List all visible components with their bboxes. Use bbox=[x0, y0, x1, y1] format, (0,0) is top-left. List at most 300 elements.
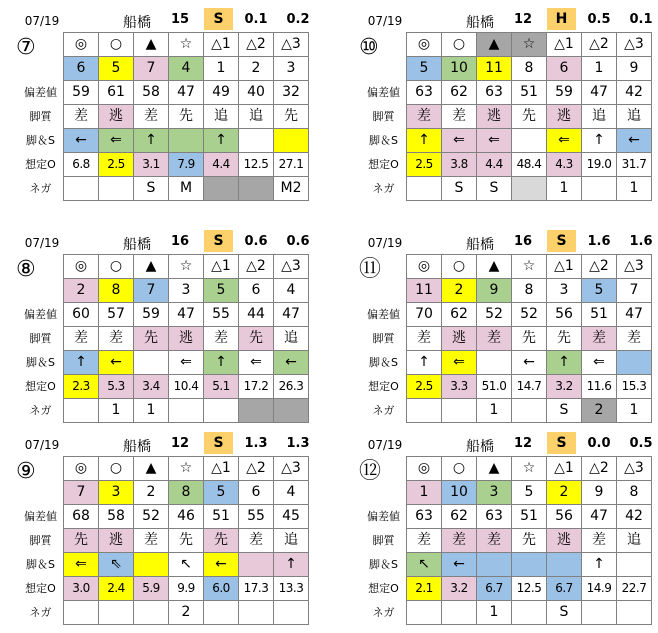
horse-number-cell: 9 bbox=[477, 279, 512, 303]
expected-odds-cell: 6.8 bbox=[64, 153, 99, 177]
running-style-cell: 差 bbox=[442, 529, 477, 553]
race-number: ⑧ bbox=[16, 257, 36, 282]
table-row bbox=[18, 279, 309, 303]
negative-cell: S bbox=[134, 177, 169, 201]
race-date: 07/19 bbox=[367, 438, 403, 452]
deviation-cell: 47 bbox=[617, 303, 652, 327]
index-value-2: 0.6 bbox=[286, 234, 310, 249]
running-style-cell: 先 bbox=[512, 327, 547, 351]
deviation-cell: 59 bbox=[64, 81, 99, 105]
index-value-1: 0.5 bbox=[587, 12, 611, 27]
leg-speed-cell: ↑ bbox=[582, 129, 617, 153]
running-style-cell: 差 bbox=[582, 327, 617, 351]
horse-number-cell: 6 bbox=[547, 57, 582, 81]
venue-name: 船橋 bbox=[123, 15, 151, 31]
mark-cell: △2 bbox=[239, 457, 274, 481]
horse-number-cell: 3 bbox=[547, 279, 582, 303]
mark-cell: △2 bbox=[239, 255, 274, 279]
leg-speed-cell: ↑ bbox=[582, 553, 617, 577]
running-style-cell: 追 bbox=[617, 529, 652, 553]
expected-odds-cell: 12.5 bbox=[512, 577, 547, 601]
row-label: 偏差値 bbox=[367, 510, 400, 523]
race-entries: 12 bbox=[513, 12, 533, 27]
race-header bbox=[361, 6, 658, 32]
negative-cell bbox=[99, 177, 134, 201]
table-row bbox=[361, 57, 652, 81]
mark-cell: △3 bbox=[617, 255, 652, 279]
table-row bbox=[18, 375, 309, 399]
mark-cell: △2 bbox=[582, 457, 617, 481]
row-label: 脚＆S bbox=[26, 134, 55, 147]
negative-cell: 1 bbox=[547, 177, 582, 201]
table-row bbox=[18, 505, 309, 529]
table-row bbox=[18, 33, 309, 57]
horse-number-cell: 5 bbox=[407, 57, 442, 81]
table-row bbox=[361, 153, 652, 177]
mark-cell: ▲ bbox=[477, 457, 512, 481]
mark-cell: △3 bbox=[274, 457, 309, 481]
table-row bbox=[361, 279, 652, 303]
index-value-2: 0.5 bbox=[629, 436, 653, 451]
venue-name: 船橋 bbox=[123, 439, 151, 455]
horse-number-cell: 3 bbox=[99, 481, 134, 505]
deviation-cell: 45 bbox=[274, 505, 309, 529]
leg-speed-cell: ← bbox=[204, 553, 239, 577]
mark-cell: △3 bbox=[274, 255, 309, 279]
expected-odds-cell: 12.5 bbox=[239, 153, 274, 177]
deviation-cell: 57 bbox=[99, 303, 134, 327]
mark-cell: ☆ bbox=[512, 33, 547, 57]
deviation-cell: 49 bbox=[204, 81, 239, 105]
table-row bbox=[18, 255, 309, 279]
leg-speed-cell: ↑ bbox=[204, 351, 239, 375]
leg-speed-cell: ↑ bbox=[407, 129, 442, 153]
table-row bbox=[361, 481, 652, 505]
race-entries: 12 bbox=[513, 436, 533, 451]
table-row bbox=[18, 105, 309, 129]
negative-cell: 1 bbox=[99, 399, 134, 423]
mark-cell: △3 bbox=[617, 33, 652, 57]
index-value-1: 0.0 bbox=[587, 436, 611, 451]
race-block bbox=[16, 430, 318, 620]
negative-cell bbox=[442, 601, 477, 625]
deviation-cell: 59 bbox=[547, 81, 582, 105]
negative-cell bbox=[204, 399, 239, 423]
row-label bbox=[361, 33, 407, 57]
row-label bbox=[18, 457, 64, 481]
row-label: 想定O bbox=[25, 380, 56, 393]
mark-cell: △1 bbox=[204, 33, 239, 57]
leg-speed-cell bbox=[239, 553, 274, 577]
expected-odds-cell: 3.4 bbox=[134, 375, 169, 399]
deviation-cell: 62 bbox=[442, 303, 477, 327]
row-label: 脚質 bbox=[372, 332, 395, 345]
race-header bbox=[18, 228, 318, 254]
negative-cell bbox=[407, 601, 442, 625]
race-block bbox=[16, 6, 318, 196]
table-row bbox=[18, 57, 309, 81]
horse-number-cell: 3 bbox=[169, 279, 204, 303]
row-label: 想定O bbox=[25, 158, 56, 171]
horse-number-cell: 3 bbox=[274, 57, 309, 81]
table-row bbox=[361, 129, 652, 153]
deviation-cell: 42 bbox=[617, 505, 652, 529]
horse-number-cell: 8 bbox=[512, 279, 547, 303]
row-label: 脚質 bbox=[372, 110, 395, 123]
running-style-cell: 追 bbox=[239, 105, 274, 129]
race-grade-badge: S bbox=[547, 432, 576, 454]
horse-number-cell: 2 bbox=[442, 279, 477, 303]
expected-odds-cell: 27.1 bbox=[274, 153, 309, 177]
leg-speed-cell bbox=[547, 553, 582, 577]
expected-odds-cell: 10.4 bbox=[169, 375, 204, 399]
race-number: ⑪ bbox=[359, 257, 382, 282]
leg-speed-cell: ⇐ bbox=[582, 351, 617, 375]
deviation-cell: 44 bbox=[239, 303, 274, 327]
expected-odds-cell: 26.3 bbox=[274, 375, 309, 399]
negative-cell bbox=[274, 399, 309, 423]
mark-cell: ☆ bbox=[169, 457, 204, 481]
row-label: ネガ bbox=[29, 182, 52, 195]
mark-cell: ▲ bbox=[477, 33, 512, 57]
negative-cell bbox=[239, 601, 274, 625]
negative-cell bbox=[204, 601, 239, 625]
row-label bbox=[18, 255, 64, 279]
negative-cell: M2 bbox=[274, 177, 309, 201]
table-row bbox=[18, 457, 309, 481]
leg-speed-cell: ⇖ bbox=[99, 553, 134, 577]
race-entries: 16 bbox=[170, 234, 190, 249]
row-label bbox=[361, 255, 407, 279]
negative-cell: M bbox=[169, 177, 204, 201]
row-label bbox=[361, 481, 407, 505]
table-row bbox=[18, 601, 309, 625]
running-style-cell: 差 bbox=[617, 327, 652, 351]
row-label: ネガ bbox=[372, 404, 395, 417]
venue-name: 船橋 bbox=[466, 439, 494, 455]
race-date: 07/19 bbox=[24, 14, 60, 28]
row-label: 脚質 bbox=[29, 110, 52, 123]
negative-cell: 1 bbox=[617, 177, 652, 201]
negative-cell: S bbox=[547, 399, 582, 423]
negative-cell bbox=[64, 399, 99, 423]
negative-cell bbox=[169, 399, 204, 423]
expected-odds-cell: 3.2 bbox=[442, 577, 477, 601]
leg-speed-cell: ↑ bbox=[204, 129, 239, 153]
row-label: 脚質 bbox=[372, 534, 395, 547]
table-row bbox=[361, 375, 652, 399]
expected-odds-cell: 2.4 bbox=[99, 577, 134, 601]
mark-cell: △2 bbox=[239, 33, 274, 57]
table-row bbox=[18, 129, 309, 153]
horse-number-cell: 10 bbox=[442, 57, 477, 81]
leg-speed-cell bbox=[274, 129, 309, 153]
negative-cell bbox=[512, 399, 547, 423]
running-style-cell: 先 bbox=[512, 529, 547, 553]
table-row bbox=[18, 481, 309, 505]
deviation-cell: 46 bbox=[169, 505, 204, 529]
deviation-cell: 51 bbox=[582, 303, 617, 327]
row-label: 想定O bbox=[368, 380, 399, 393]
expected-odds-cell: 3.0 bbox=[64, 577, 99, 601]
horse-number-cell: 6 bbox=[239, 481, 274, 505]
running-style-cell: 差 bbox=[477, 529, 512, 553]
expected-odds-cell: 7.9 bbox=[169, 153, 204, 177]
row-label bbox=[361, 57, 407, 81]
race-entries: 16 bbox=[513, 234, 533, 249]
leg-speed-cell: ⇐ bbox=[239, 351, 274, 375]
horse-number-cell: 7 bbox=[617, 279, 652, 303]
race-header bbox=[361, 228, 658, 254]
row-label: ネガ bbox=[372, 606, 395, 619]
race-header bbox=[18, 430, 318, 456]
negative-cell bbox=[617, 601, 652, 625]
running-style-cell: 先 bbox=[547, 327, 582, 351]
running-style-cell: 先 bbox=[239, 327, 274, 351]
mark-cell: △3 bbox=[617, 457, 652, 481]
expected-odds-cell: 14.9 bbox=[582, 577, 617, 601]
leg-speed-cell: ⇐ bbox=[99, 129, 134, 153]
mark-cell: ▲ bbox=[134, 457, 169, 481]
negative-cell: 1 bbox=[477, 399, 512, 423]
row-label: 想定O bbox=[368, 582, 399, 595]
expected-odds-cell: 2.3 bbox=[64, 375, 99, 399]
horse-number-cell: 8 bbox=[99, 279, 134, 303]
race-entries: 12 bbox=[170, 436, 190, 451]
row-label: 脚質 bbox=[29, 534, 52, 547]
horse-number-cell: 2 bbox=[239, 57, 274, 81]
race-block bbox=[16, 228, 318, 418]
negative-cell bbox=[274, 601, 309, 625]
horse-number-cell: 4 bbox=[274, 481, 309, 505]
deviation-cell: 55 bbox=[239, 505, 274, 529]
expected-odds-cell: 17.2 bbox=[239, 375, 274, 399]
index-value-2: 0.1 bbox=[629, 12, 653, 27]
table-row bbox=[361, 505, 652, 529]
running-style-cell: 逃 bbox=[477, 105, 512, 129]
mark-cell: ☆ bbox=[512, 457, 547, 481]
leg-speed-cell: ⇐ bbox=[442, 129, 477, 153]
running-style-cell: 差 bbox=[64, 327, 99, 351]
row-label: 偏差値 bbox=[24, 510, 57, 523]
mark-cell: △1 bbox=[547, 255, 582, 279]
running-style-cell: 逃 bbox=[547, 529, 582, 553]
expected-odds-cell: 31.7 bbox=[617, 153, 652, 177]
leg-speed-cell bbox=[239, 129, 274, 153]
row-label: 脚＆S bbox=[369, 134, 398, 147]
row-label: 脚＆S bbox=[26, 558, 55, 571]
negative-cell: S bbox=[477, 177, 512, 201]
expected-odds-cell: 19.0 bbox=[582, 153, 617, 177]
mark-cell: ▲ bbox=[134, 33, 169, 57]
row-label: 偏差値 bbox=[367, 308, 400, 321]
index-value-2: 1.6 bbox=[629, 234, 653, 249]
table-row bbox=[361, 399, 652, 423]
negative-cell: 1 bbox=[134, 399, 169, 423]
deviation-cell: 40 bbox=[239, 81, 274, 105]
negative-cell bbox=[134, 601, 169, 625]
venue-name: 船橋 bbox=[466, 15, 494, 31]
running-style-cell: 差 bbox=[407, 529, 442, 553]
leg-speed-cell: ← bbox=[442, 553, 477, 577]
deviation-cell: 56 bbox=[547, 505, 582, 529]
running-style-cell: 逃 bbox=[442, 327, 477, 351]
race-block bbox=[359, 430, 658, 620]
running-style-cell: 追 bbox=[204, 105, 239, 129]
expected-odds-cell: 6.7 bbox=[547, 577, 582, 601]
leg-speed-cell bbox=[477, 553, 512, 577]
race-table bbox=[361, 456, 652, 625]
table-row bbox=[18, 351, 309, 375]
race-number: ⑨ bbox=[16, 459, 36, 484]
expected-odds-cell: 5.1 bbox=[204, 375, 239, 399]
table-row bbox=[361, 457, 652, 481]
expected-odds-cell: 3.2 bbox=[547, 375, 582, 399]
mark-cell: ○ bbox=[99, 255, 134, 279]
index-value-2: 1.3 bbox=[286, 436, 310, 451]
leg-speed-cell bbox=[617, 351, 652, 375]
mark-cell: ○ bbox=[99, 33, 134, 57]
table-row bbox=[18, 81, 309, 105]
running-style-cell: 差 bbox=[477, 327, 512, 351]
expected-odds-cell: 3.3 bbox=[442, 375, 477, 399]
row-label: 想定O bbox=[368, 158, 399, 171]
negative-cell bbox=[64, 601, 99, 625]
running-style-cell: 差 bbox=[407, 105, 442, 129]
horse-number-cell: 8 bbox=[512, 57, 547, 81]
index-value-1: 0.1 bbox=[244, 12, 268, 27]
deviation-cell: 63 bbox=[477, 81, 512, 105]
horse-number-cell: 1 bbox=[407, 481, 442, 505]
mark-cell: ☆ bbox=[169, 255, 204, 279]
mark-cell: ◎ bbox=[407, 255, 442, 279]
negative-cell: 1 bbox=[617, 399, 652, 423]
deviation-cell: 51 bbox=[512, 505, 547, 529]
row-label: 偏差値 bbox=[367, 86, 400, 99]
deviation-cell: 52 bbox=[134, 505, 169, 529]
deviation-cell: 52 bbox=[477, 303, 512, 327]
horse-number-cell: 2 bbox=[134, 481, 169, 505]
deviation-cell: 47 bbox=[169, 303, 204, 327]
running-style-cell: 先 bbox=[169, 105, 204, 129]
table-row bbox=[361, 177, 652, 201]
negative-cell bbox=[64, 177, 99, 201]
horse-number-cell: 9 bbox=[617, 57, 652, 81]
deviation-cell: 32 bbox=[274, 81, 309, 105]
running-style-cell: 追 bbox=[274, 529, 309, 553]
table-row bbox=[361, 33, 652, 57]
horse-number-cell: 7 bbox=[64, 481, 99, 505]
leg-speed-cell bbox=[134, 351, 169, 375]
deviation-cell: 51 bbox=[204, 505, 239, 529]
horse-number-cell: 11 bbox=[407, 279, 442, 303]
table-row bbox=[18, 177, 309, 201]
index-value-2: 0.2 bbox=[286, 12, 310, 27]
horse-number-cell: 5 bbox=[512, 481, 547, 505]
race-grade-badge: S bbox=[204, 432, 233, 454]
horse-number-cell: 7 bbox=[134, 57, 169, 81]
table-row bbox=[361, 351, 652, 375]
table-row bbox=[361, 81, 652, 105]
deviation-cell: 63 bbox=[407, 505, 442, 529]
deviation-cell: 63 bbox=[407, 81, 442, 105]
leg-speed-cell: ← bbox=[99, 351, 134, 375]
leg-speed-cell: ← bbox=[617, 129, 652, 153]
horse-number-cell: 1 bbox=[204, 57, 239, 81]
mark-cell: △1 bbox=[204, 255, 239, 279]
running-style-cell: 差 bbox=[239, 529, 274, 553]
deviation-cell: 42 bbox=[617, 81, 652, 105]
negative-cell bbox=[407, 399, 442, 423]
expected-odds-cell: 3.1 bbox=[134, 153, 169, 177]
running-style-cell: 先 bbox=[169, 529, 204, 553]
race-number: ⑦ bbox=[16, 35, 36, 60]
table-row bbox=[361, 255, 652, 279]
index-value-1: 1.6 bbox=[587, 234, 611, 249]
mark-cell: △1 bbox=[547, 33, 582, 57]
race-date: 07/19 bbox=[367, 236, 403, 250]
deviation-cell: 55 bbox=[204, 303, 239, 327]
deviation-cell: 47 bbox=[169, 81, 204, 105]
expected-odds-cell: 11.6 bbox=[582, 375, 617, 399]
row-label: 想定O bbox=[25, 582, 56, 595]
leg-speed-cell bbox=[512, 129, 547, 153]
running-style-cell: 先 bbox=[274, 105, 309, 129]
horse-number-cell: 9 bbox=[582, 481, 617, 505]
table-row bbox=[18, 153, 309, 177]
running-style-cell: 追 bbox=[582, 105, 617, 129]
horse-number-cell: 5 bbox=[582, 279, 617, 303]
leg-speed-cell: ↖ bbox=[407, 553, 442, 577]
mark-cell: ◎ bbox=[407, 457, 442, 481]
venue-name: 船橋 bbox=[466, 237, 494, 253]
table-row bbox=[361, 327, 652, 351]
race-grade-badge: S bbox=[547, 230, 576, 252]
race-table bbox=[361, 32, 652, 201]
horse-number-cell: 4 bbox=[274, 279, 309, 303]
leg-speed-cell: ↑ bbox=[64, 351, 99, 375]
expected-odds-cell: 51.0 bbox=[477, 375, 512, 399]
leg-speed-cell: ↖ bbox=[169, 553, 204, 577]
running-style-cell: 先 bbox=[204, 529, 239, 553]
race-header bbox=[18, 6, 318, 32]
running-style-cell: 追 bbox=[274, 327, 309, 351]
negative-cell: 2 bbox=[169, 601, 204, 625]
running-style-cell: 逃 bbox=[99, 105, 134, 129]
leg-speed-cell: ⇐ bbox=[477, 129, 512, 153]
race-block bbox=[359, 6, 658, 196]
horse-number-cell: 5 bbox=[204, 481, 239, 505]
mark-cell: △2 bbox=[582, 33, 617, 57]
running-style-cell: 差 bbox=[204, 327, 239, 351]
deviation-cell: 62 bbox=[442, 505, 477, 529]
leg-speed-cell bbox=[512, 553, 547, 577]
table-row bbox=[18, 553, 309, 577]
table-row bbox=[18, 399, 309, 423]
deviation-cell: 51 bbox=[512, 81, 547, 105]
race-grade-badge: H bbox=[547, 8, 576, 30]
row-label: 脚＆S bbox=[369, 558, 398, 571]
row-label: ネガ bbox=[372, 182, 395, 195]
race-date: 07/19 bbox=[24, 438, 60, 452]
expected-odds-cell: 13.3 bbox=[274, 577, 309, 601]
expected-odds-cell: 6.0 bbox=[204, 577, 239, 601]
expected-odds-cell: 6.7 bbox=[477, 577, 512, 601]
race-date: 07/19 bbox=[367, 14, 403, 28]
leg-speed-cell: ⇐ bbox=[64, 553, 99, 577]
index-value-1: 0.6 bbox=[244, 234, 268, 249]
leg-speed-cell bbox=[617, 553, 652, 577]
